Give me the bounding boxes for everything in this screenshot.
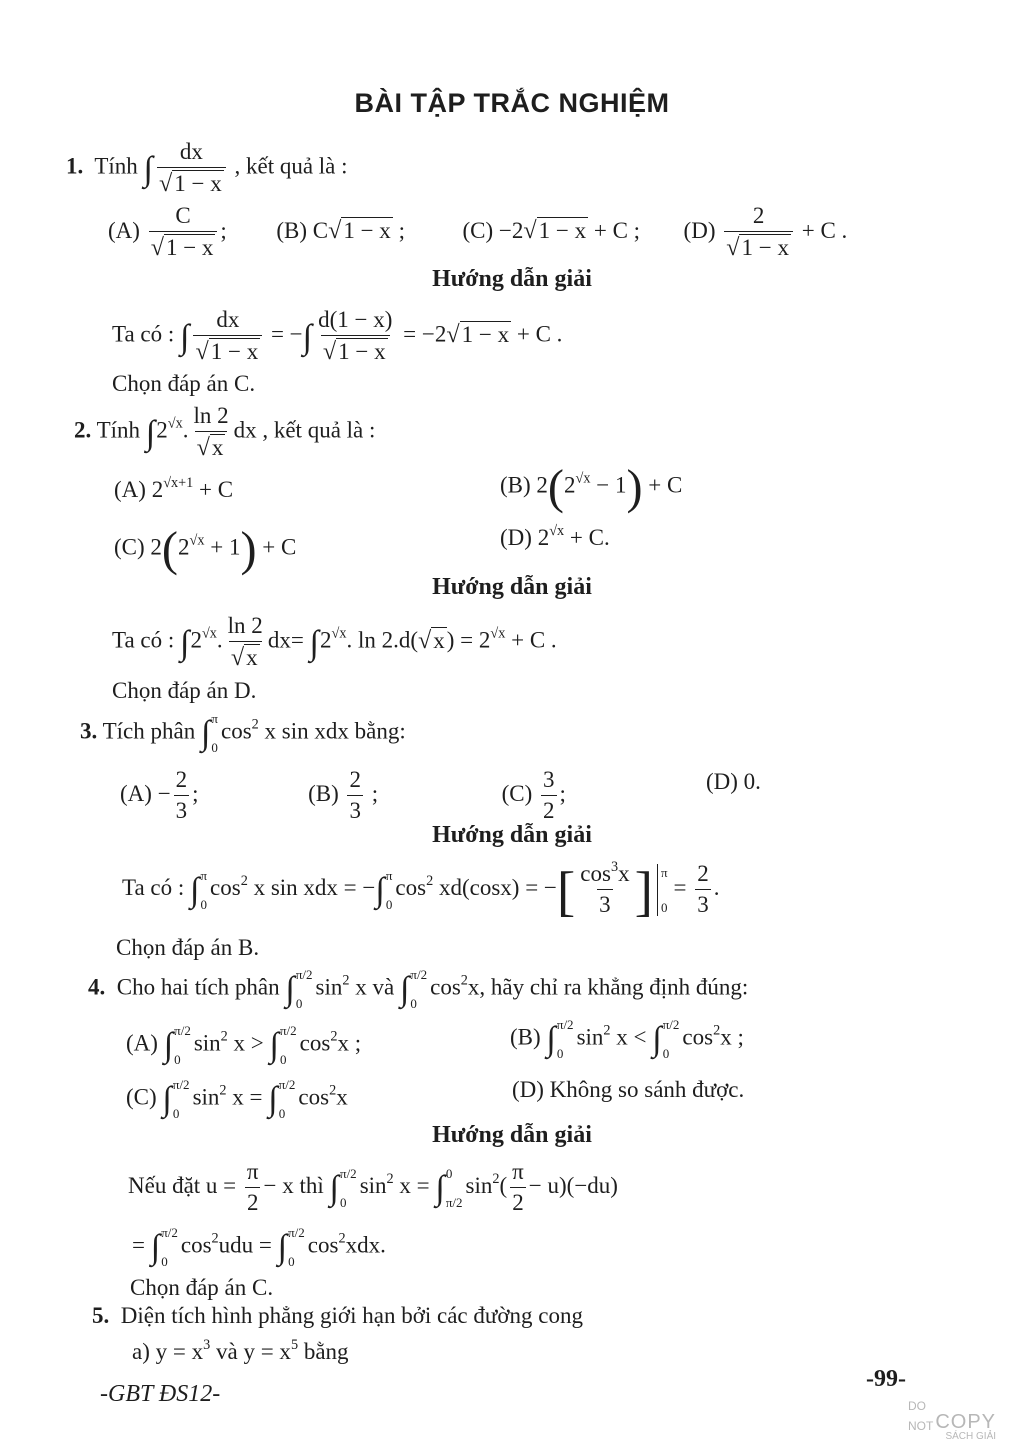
q2-option-a: (A) $2^{√x+1} + C$ [114, 475, 234, 502]
q4-option-c: (C) ∫ π/2 0 $\sin^2 x$ = ∫ π/2 0 $\cos^2x$ [126, 1077, 348, 1121]
q1-solution: Ta có : ∫ $\frac{dx}{√1 - x}$ = −∫ $\frac{d(1 - x)}{√1 - x}$ = −2√1 − x + C . [112, 307, 563, 366]
q1-stem: 1. Tính ∫ $\frac{dx}{√1 - x}$ , kết quả là : [66, 139, 348, 198]
q3-option-c: (C) $\frac{3}{2}$ ; [501, 767, 566, 824]
q3-guide-heading: Hướng dẫn giải [432, 822, 592, 848]
page-title: BÀI TẬP TRẮC NGHIỆM [354, 88, 670, 118]
q1-options [108, 204, 847, 261]
q1-option-d: (D) $\frac{2}{√1 - x}$ + C . [683, 203, 848, 262]
q2-option-d: (D) $2^{√x} + C$. [500, 523, 610, 550]
q4-option-d: (D) Không so sánh được. [512, 1077, 745, 1102]
watermark-line2: NOT [908, 1419, 934, 1433]
q4-answer: Chọn đáp án C. [130, 1275, 274, 1300]
q4-solution-line1: Nếu đặt u = $\frac{\pi}{2}$ − x thì ∫ π/2 0 $\sin^2 x$ = ∫ 0 π/2 $\sin^2$( $\frac{\pi}{2}$ − u)(−du) [128, 1159, 618, 1216]
q3-stem: 3. Tích phân ∫ π 0 $\cos^2 x$ sin xdx bằng: [80, 711, 406, 755]
q4-option-b: (B) ∫ π/2 0 $\sin^2 x$ < ∫ π/2 0 $\cos^2x$ ; [510, 1017, 744, 1061]
q1-option-b: (B) C√1 − x ; [276, 216, 405, 244]
q1-answer: Chọn đáp án C. [112, 371, 256, 396]
q2-option-b: (B) $2(2^{√x} - 1) + C$ [500, 461, 683, 514]
page-number: -99- [866, 1366, 906, 1392]
watermark-line1: DO [908, 1399, 926, 1413]
q2-answer: Chọn đáp án D. [112, 678, 257, 703]
q1-option-c: (C) −2√1 − x + C ; [462, 216, 641, 244]
q5-part-a: a) $y = x^3$ và $y = x^5$ bằng [132, 1337, 349, 1364]
q4-guide-heading: Hướng dẫn giải [432, 1122, 592, 1148]
q3-option-d: (D) 0. [706, 769, 761, 794]
watermark-copy: COPY [935, 1411, 997, 1433]
q1-guide-heading: Hướng dẫn giải [432, 266, 592, 292]
q5-stem: 5. Diện tích hình phẳng giới hạn bởi các đường cong [92, 1303, 583, 1328]
watermark-brand: SÁCH GIẢI [945, 1431, 997, 1442]
q3-option-a: (A) − $\frac{2}{3}$ ; [120, 767, 199, 824]
q3-options [120, 768, 566, 823]
q2-solution: Ta có : $\int 2^{√x}$. $\frac{\ln 2}{√x}$ $dx= \int 2^{√x}$. $\ln 2.d(√x) = 2^{√x} + C$ . [112, 613, 557, 672]
q4-option-a: (A) ∫ π/2 0 $\sin^2 x$ > ∫ π/2 0 $\cos^2x$ ; [126, 1023, 362, 1067]
q3-solution: Ta có : ∫ π 0 $\cos^2 x$ sin xdx = −∫ π 0 $\cos^2 xd(\cos x)$ = −[ $\frac{\cos^3x}{3}$ ] π 0 = $\frac{2}{3}$ . [122, 859, 720, 922]
footer-book-code: -GBT ĐS12- [100, 1381, 221, 1407]
q2-option-c: (C) $2(2^{√x} + 1) + C$ [114, 523, 297, 576]
q3-option-b: (B) $\frac{2}{3}$ ; [308, 767, 379, 824]
q2-stem: 2. Tính $\int 2^{√x}$. $\frac{\ln 2}{√x}$ dx , kết quả là : [74, 403, 376, 462]
q1-option-a: (A) $\frac{C}{√1 - x}$ ; [108, 203, 227, 262]
q4-stem: 4. Cho hai tích phân ∫ π/2 0 $\sin^2 x$ và ∫ π/2 0 $\cos^2x$, hãy chỉ ra khẳng định đúng: [88, 967, 749, 1011]
q3-answer: Chọn đáp án B. [116, 935, 260, 960]
watermark [908, 1400, 996, 1442]
q2-guide-heading: Hướng dẫn giải [432, 574, 592, 600]
q4-solution-line2: = ∫ π/2 0 $\cos^2udu$ = ∫ π/2 0 $\cos^2xdx$. [132, 1225, 386, 1269]
